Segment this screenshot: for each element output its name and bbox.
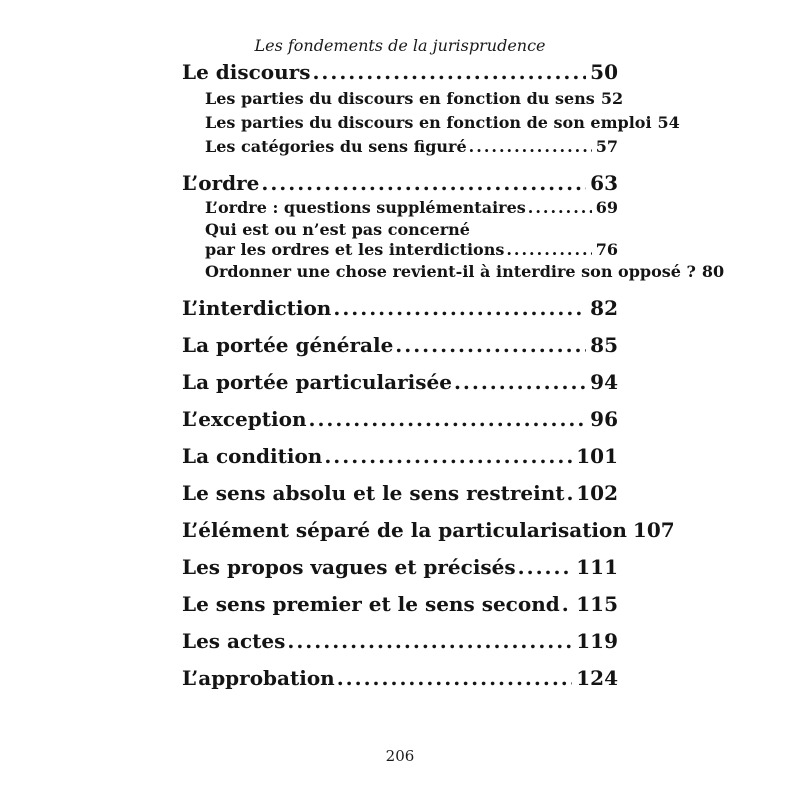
table-of-contents: [182, 59, 725, 691]
toc-entry: [182, 59, 618, 85]
toc-entry-page: 102: [576, 481, 618, 505]
toc-entry-label: La portée générale: [182, 333, 394, 357]
dot-leader: [324, 443, 572, 469]
toc-entry: [182, 135, 618, 159]
toc-entry-label: Les catégories du sens figuré: [205, 137, 467, 156]
toc-entry: [182, 628, 618, 654]
toc-entry-page: 101: [576, 444, 618, 468]
toc-entry-page: 57: [595, 137, 618, 156]
toc-entry: [182, 517, 675, 543]
toc-entry: [182, 111, 680, 135]
toc-entry-label: Qui est ou n’est pas concerné: [205, 220, 470, 239]
toc-entry: [182, 170, 618, 196]
toc-entry: [182, 554, 618, 580]
toc-entry-page: 115: [576, 592, 618, 616]
toc-entry-label: Les parties du discours en fonction du sens: [205, 89, 595, 108]
toc-entry-page: 119: [576, 629, 618, 653]
footer-page-number: 206: [385, 747, 415, 765]
dot-leader: [395, 332, 586, 358]
toc-entry: [182, 443, 618, 469]
dot-leader: [454, 369, 586, 395]
toc-entry: [182, 240, 618, 260]
toc-entry-page: 107: [632, 518, 675, 542]
dot-leader: [562, 591, 573, 617]
toc-entry: [182, 87, 624, 111]
toc-entry: [182, 665, 618, 691]
toc-entry-label: Ordonner une chose revient-il à interdire son opposé ?: [205, 262, 696, 281]
toc-entry-label: Le sens premier et le sens second: [182, 592, 560, 616]
toc-entry-label: L’élément séparé de la particularisation: [182, 518, 627, 542]
toc-entry-page: 63: [590, 171, 618, 195]
toc-entry-label: Le sens absolu et le sens restreint: [182, 481, 565, 505]
toc-entry: [182, 220, 618, 240]
toc-entry-label: Les actes: [182, 629, 286, 653]
toc-entry-page: 76: [595, 240, 618, 259]
toc-entry-label: Les propos vagues et précisés: [182, 555, 516, 579]
dot-leader: [337, 665, 573, 691]
toc-entry-page: 54: [657, 113, 680, 132]
dot-leader: [469, 135, 592, 159]
dot-leader: [312, 59, 586, 85]
dot-leader: [287, 628, 572, 654]
toc-entry-page: 80: [701, 262, 725, 281]
toc-entry-page: 52: [600, 89, 624, 108]
dot-leader: [506, 240, 591, 260]
toc-entry-label: L’ordre: [182, 171, 260, 195]
toc-entry-label: L’ordre : questions supplémentaires: [205, 198, 526, 217]
dot-leader: [333, 295, 586, 321]
dot-leader: [308, 406, 586, 432]
toc-entry-page: 111: [576, 555, 618, 579]
toc-entry: [182, 369, 618, 395]
toc-entry-label: par les ordres et les interdictions: [205, 240, 505, 259]
running-header: Les fondements de la jurisprudence: [254, 36, 546, 55]
toc-entry-label: La condition: [182, 444, 323, 468]
toc-entry-label: L’interdiction: [182, 296, 332, 320]
dot-leader: [518, 554, 573, 580]
toc-entry: [182, 332, 618, 358]
toc-entry: [182, 480, 618, 506]
dot-leader: [261, 170, 586, 196]
toc-entry: [182, 196, 618, 220]
toc-entry-page: 50: [590, 60, 618, 84]
toc-entry-page: 94: [590, 370, 618, 394]
toc-entry-page: 85: [590, 333, 618, 357]
toc-entry: [182, 260, 725, 284]
toc-entry-label: Le discours: [182, 60, 311, 84]
toc-entry-label: La portée particularisée: [182, 370, 452, 394]
toc-entry-page: 96: [590, 407, 618, 431]
dot-leader: [528, 196, 592, 220]
toc-entry-page: 82: [590, 296, 618, 320]
toc-entry-label: L’approbation: [182, 666, 335, 690]
toc-entry-label: L’exception: [182, 407, 307, 431]
toc-entry: [182, 406, 618, 432]
toc-entry: [182, 591, 618, 617]
toc-entry-page: 69: [595, 198, 618, 217]
dot-leader: [567, 480, 573, 506]
toc-entry-page: 124: [576, 666, 618, 690]
toc-entry-label: Les parties du discours en fonction de son emploi: [205, 113, 652, 132]
toc-entry: [182, 295, 618, 321]
